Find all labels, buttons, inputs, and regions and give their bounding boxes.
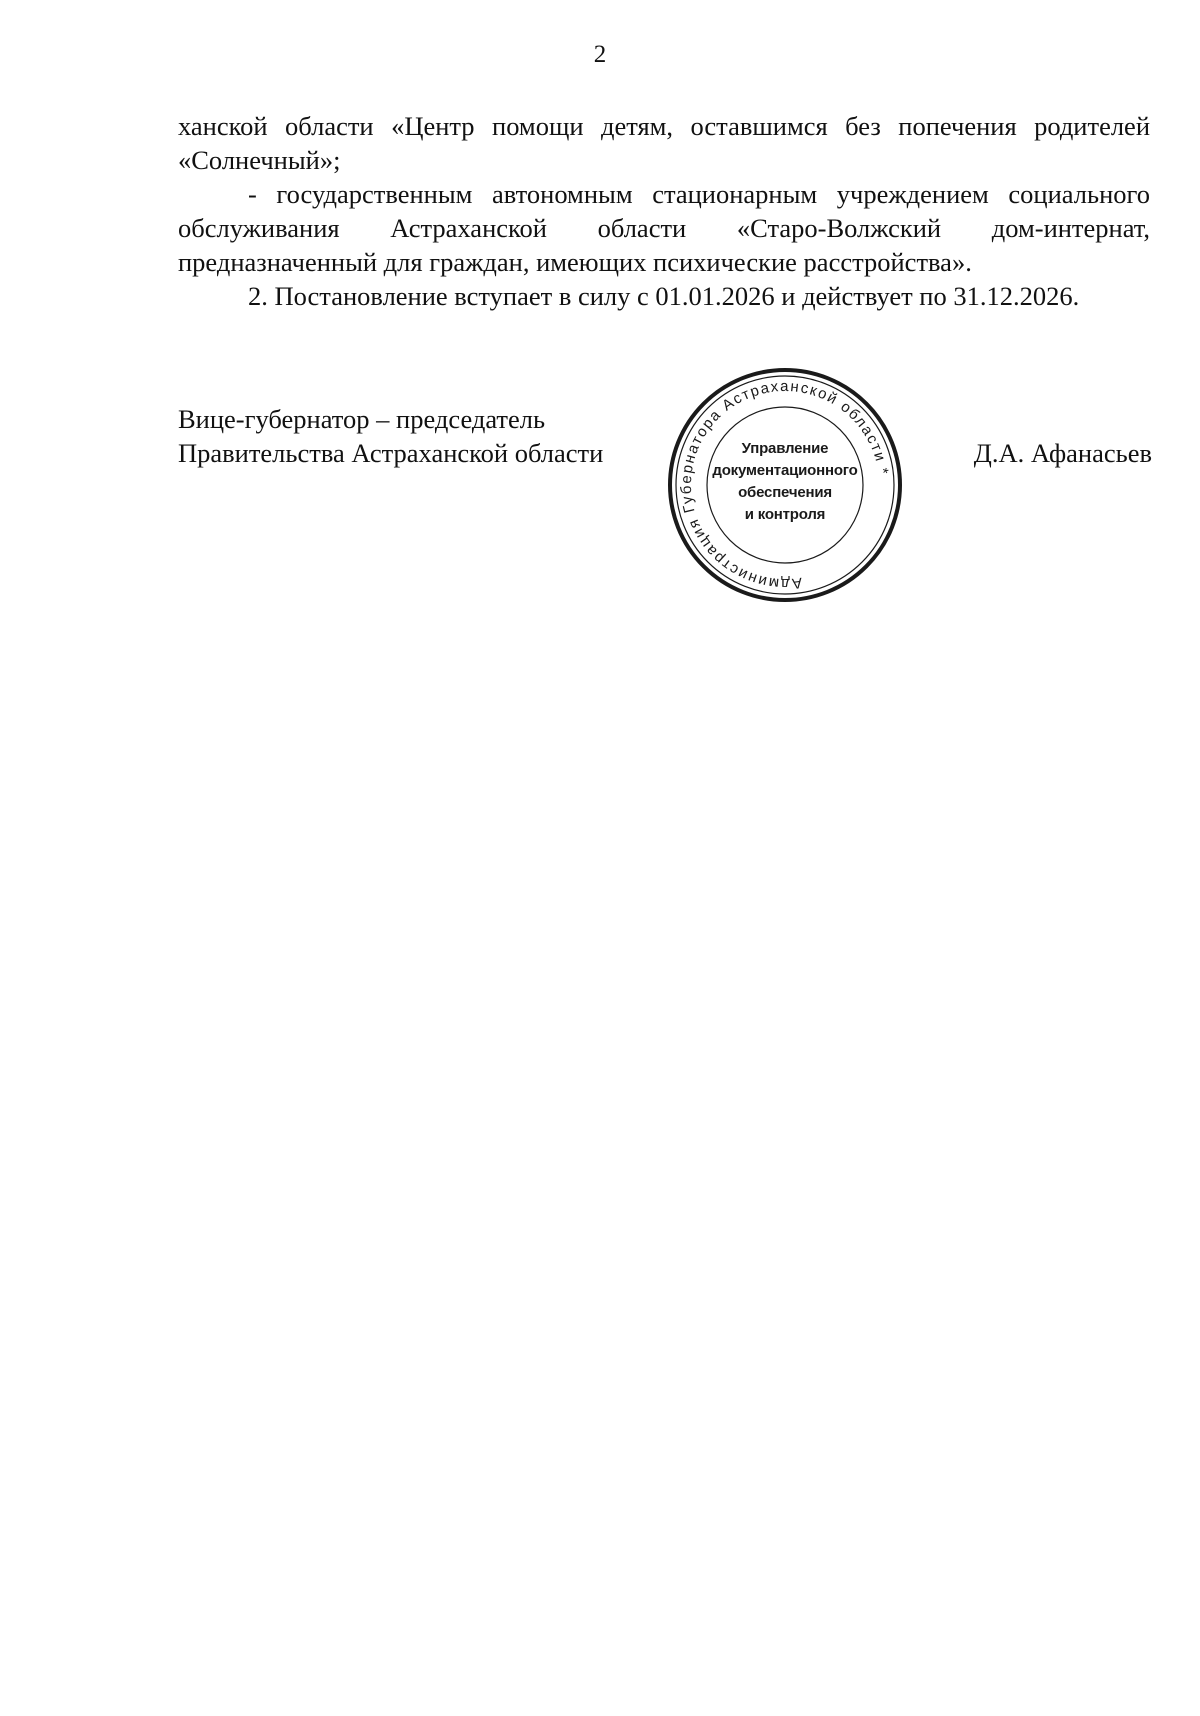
stamp-center-line4: и контроля (744, 506, 826, 523)
signature-title-line2: Правительства Астраханской области (178, 438, 604, 468)
signature-title (178, 402, 603, 470)
paragraph-institution: - государственным автономным стационарным учреждением социального обслуживания Астраханской области «Старо-Волжский дом-интернат, предназначенный для граждан, имеющих психические расстройства». (178, 179, 1150, 277)
signer-name: Д.А. Афанасьев (973, 438, 1152, 468)
page-number: 2 (593, 41, 607, 68)
stamp-outer-text: Администрация Губернатора Астраханской области * (677, 377, 892, 593)
stamp-center-line3: обеспечения (738, 484, 832, 501)
stamp-center-line2: документационного (712, 462, 858, 479)
body-text (178, 109, 1150, 313)
stamp-center-line1: Управление (741, 440, 829, 457)
paragraph-effective-date: 2. Постановление вступает в силу с 01.01.2026 и действует по 31.12.2026. (248, 281, 1080, 311)
paragraph-continuation: ханской области «Центр помощи детям, оставшимся без попечения родителей «Солнечный»; (178, 111, 1150, 175)
signature-title-line1: Вице-губернатор – председатель (178, 404, 546, 434)
stamp-center-text (695, 438, 875, 526)
official-stamp (665, 365, 905, 605)
